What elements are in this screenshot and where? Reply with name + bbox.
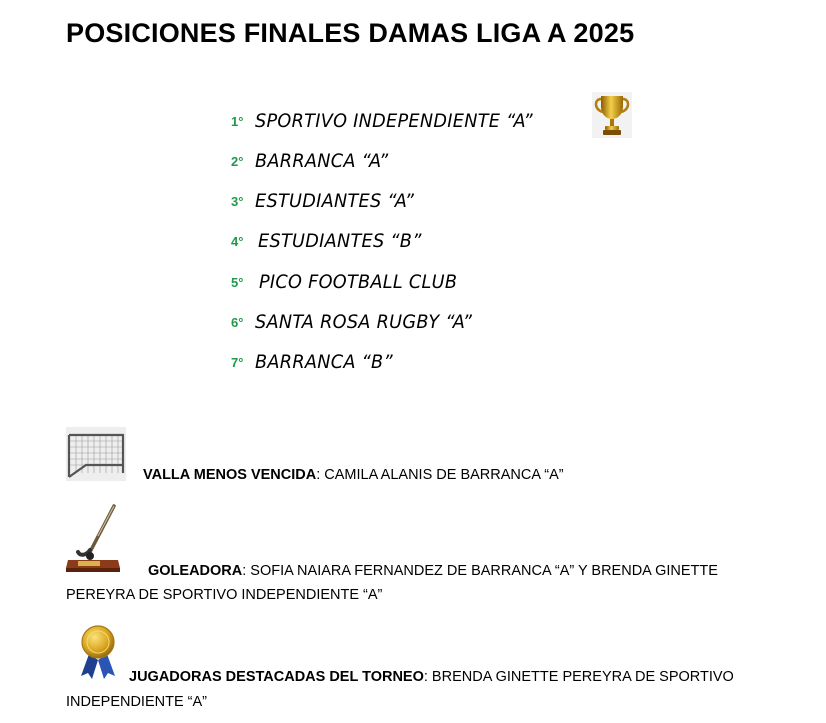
position-number: 5° (231, 274, 244, 290)
award-value: SOFIA NAIARA FERNANDEZ DE BARRANCA “A” Y BRENDA GINETTE (246, 563, 718, 579)
position-number: 6° (231, 314, 244, 330)
award-destacadas (129, 669, 734, 685)
team-name: PICO FOOTBALL CLUB (259, 271, 458, 293)
position-number: 4° (231, 233, 244, 249)
team-name: BARRANCA “A” (255, 150, 389, 172)
standing-row (231, 186, 426, 216)
team-name: SANTA ROSA RUGBY “A” (255, 311, 473, 333)
award-separator: : (423, 669, 428, 685)
team-name: ESTUDIANTES “B” (258, 230, 422, 252)
team-name: SPORTIVO INDEPENDIENTE “A” (255, 110, 533, 132)
gold-medal-icon (78, 624, 118, 680)
hockey-stick-trophy-icon (64, 504, 122, 576)
award-valla (143, 467, 564, 483)
page-title: POSICIONES FINALES DAMAS LIGA A 2025 (66, 18, 635, 48)
hockey-goal-icon (66, 427, 126, 481)
standing-row (231, 307, 489, 337)
standing-row (231, 347, 403, 377)
standing-row (231, 146, 398, 176)
award-label: VALLA MENOS VENCIDA (143, 467, 317, 483)
award-separator: : (242, 563, 247, 579)
award-goleadora-continued: PEREYRA DE SPORTIVO INDEPENDIENTE “A” (66, 587, 383, 603)
position-number: 1° (231, 113, 244, 129)
position-number: 3° (231, 193, 244, 209)
position-number: 7° (231, 354, 244, 370)
award-label: JUGADORAS DESTACADAS DEL TORNEO (129, 669, 424, 685)
award-value: BRENDA GINETTE PEREYRA DE SPORTIVO (427, 669, 734, 685)
team-name: ESTUDIANTES “A” (255, 190, 415, 212)
team-name: BARRANCA “B” (255, 351, 393, 373)
trophy-icon (592, 92, 632, 138)
standing-row (231, 106, 554, 136)
standing-row (231, 226, 434, 256)
award-goleadora (148, 563, 718, 579)
position-number: 2° (231, 153, 244, 169)
award-destacadas-continued: INDEPENDIENTE “A” (66, 694, 207, 710)
standing-row (231, 267, 472, 297)
award-label: GOLEADORA (148, 563, 243, 579)
award-value: CAMILA ALANIS DE BARRANCA “A” (320, 467, 564, 483)
award-separator: : (316, 467, 321, 483)
